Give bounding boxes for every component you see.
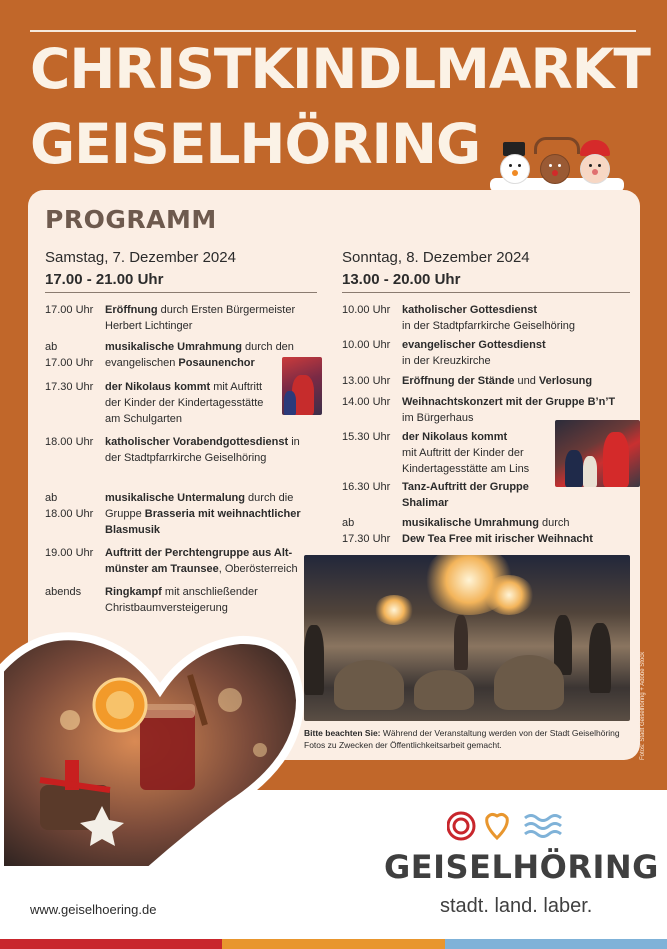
saturday-header xyxy=(45,247,236,291)
photo-credit: Fotos: Stadt Geiselhöring + Adobe Stock xyxy=(640,651,646,760)
santa-icon xyxy=(580,154,610,184)
perchten-photo xyxy=(304,555,630,721)
nikolaus-photo xyxy=(555,420,640,487)
photo-notice: Bitte beachten Sie: Während der Veranstaltung werden von der Stadt Geiselhöring Fotos zu Zwecken der Öffentlichkeitsarbeit gemacht. xyxy=(304,728,620,751)
sunday-hours: 13.00 - 20.00 Uhr xyxy=(342,270,461,288)
saturday-hours: 17.00 - 21.00 Uhr xyxy=(45,270,164,288)
program-title: PROGRAMM xyxy=(45,205,217,234)
mulled-wine-heart xyxy=(0,630,305,870)
sunday-divider xyxy=(342,292,630,293)
bottom-bar-orange xyxy=(222,939,445,949)
brand-tagline: stadt. land. laber. xyxy=(440,895,593,917)
heart-image-icon xyxy=(0,630,305,870)
header-rule xyxy=(30,30,636,32)
saturday-date: Samstag, 7. Dezember 2024 xyxy=(45,249,236,266)
website-link[interactable]: www.geiselhoering.de xyxy=(30,902,157,917)
title-line-2: GEISELHÖRING xyxy=(30,112,481,176)
sunday-header xyxy=(342,247,530,291)
title-line-1: CHRISTKINDLMARKT xyxy=(30,37,650,101)
sunday-date: Sonntag, 8. Dezember 2024 xyxy=(342,249,530,266)
bottom-bar-red xyxy=(0,939,222,949)
snowman-icon xyxy=(500,154,530,184)
saturday-divider xyxy=(45,292,317,293)
brand-name: GEISELHÖRING xyxy=(384,848,659,886)
bottom-bar-blue xyxy=(445,939,667,949)
brand-logo-icon xyxy=(447,808,567,844)
antlers-icon xyxy=(534,137,580,154)
nikolaus-photo-small xyxy=(282,357,322,415)
reindeer-icon xyxy=(540,154,570,184)
